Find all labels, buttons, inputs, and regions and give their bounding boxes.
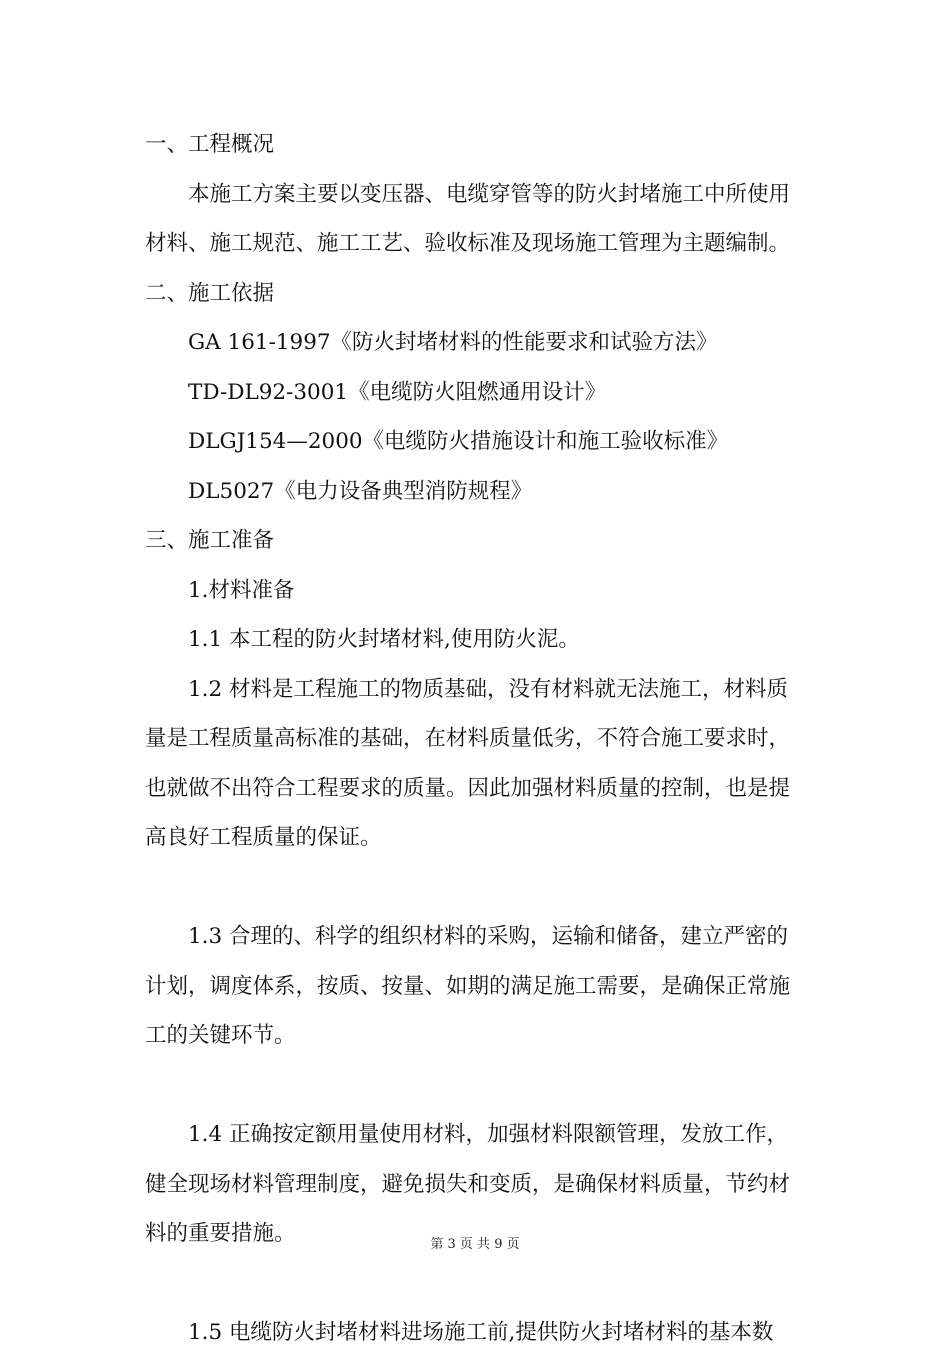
paragraph-line: 1.3 合理的、科学的组织材料的采购，运输和储备，建立严密的 (188, 924, 789, 949)
paragraph-line: 也就做不出符合工程要求的质量。因此加强材料质量的控制，也是提 (145, 775, 791, 801)
paragraph-line: 本施工方案主要以变压器、电缆穿管等的防火封堵施工中所使用 (188, 181, 791, 207)
reference-standard: GA 161-1997《防火封堵材料的性能要求和试验方法》 (188, 330, 718, 355)
reference-standard: TD-DL92-3001《电缆防火阻燃通用设计》 (188, 379, 607, 405)
paragraph-line: 1.1 本工程的防火封堵材料,使用防火泥。 (188, 627, 580, 652)
paragraph-line: 料的重要措施。 (145, 1221, 296, 1246)
blank-line (145, 863, 815, 913)
paragraph-line: 工的关键环节。 (145, 1023, 296, 1048)
blank-line (145, 1061, 815, 1111)
reference-standard: DL5027《电力设备典型消防规程》 (188, 478, 533, 504)
reference-standard: DLGJ154—2000《电缆防火措施设计和施工验收标准》 (188, 429, 729, 454)
section-heading: 三、施工准备 (145, 528, 275, 553)
paragraph-line: 健全现场材料管理制度，避免损失和变质，是确保材料质量，节约材 (145, 1171, 791, 1197)
subsection-heading: 1.材料准备 (188, 577, 295, 603)
paragraph-line: 计划，调度体系，按质、按量、如期的满足施工需要，是确保正常施 (145, 973, 791, 999)
paragraph-line: 高良好工程质量的保证。 (145, 825, 382, 850)
section-heading: 一、工程概况 (145, 132, 275, 157)
paragraph-line: 量是工程质量高标准的基础，在材料质量低劣，不符合施工要求时， (145, 726, 791, 751)
paragraph-line: 1.5 电缆防火封堵材料进场施工前,提供防火封堵材料的基本数 (188, 1320, 774, 1345)
blank-line (145, 1259, 815, 1309)
section-heading: 二、施工依据 (145, 280, 275, 306)
document-body (145, 120, 815, 1358)
paragraph-line: 材料、施工规范、施工工艺、验收标准及现场施工管理为主题编制。 (145, 231, 791, 256)
page-number-footer: 第 3 页 共 9 页 (430, 1237, 520, 1252)
paragraph-line: 1.2 材料是工程施工的物质基础，没有材料就无法施工，材料质 (188, 676, 789, 702)
paragraph-line: 1.4 正确按定额用量使用材料，加强材料限额管理，发放工作， (188, 1122, 789, 1147)
